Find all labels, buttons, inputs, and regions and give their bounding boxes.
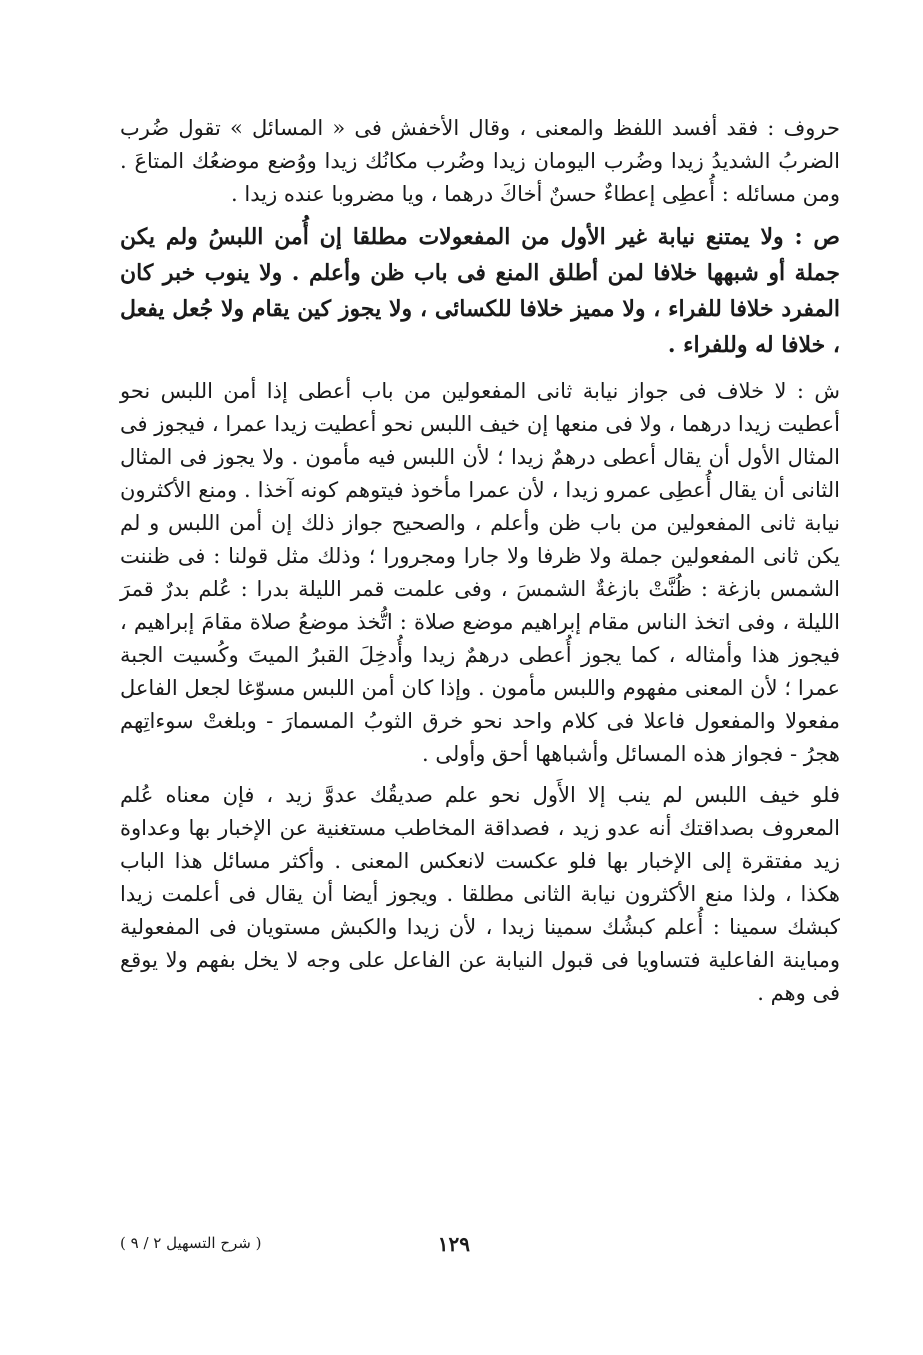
page-footer	[120, 1232, 840, 1262]
paragraph-sharh: ش : لا خلاف فى جواز نيابة ثانى المفعولين من باب أعطى إذا أمن اللبس نحو أعطيت زيدا درهما ، ولا فى منعها إن خيف اللبس نحو أعطيت زيدا عمرا ، فيجوز فى المثال الأول أن يقال أعطى درهمٌ زيدا ؛ لأن اللبس فيه مأمون . ولا يجوز فى المثال الثانى أن يقال أُعطِى عمرو زيدا ، لأن عمرا مأخوذ فيتوهم كونه آخذا . ومنع الأكثرون نيابة ثانى المفعولين من باب ظن وأعلم ، والصحيح جواز ذلك إن أمن اللبس و لم يكن ثانى المفعولين جملة ولا ظرفا ولا جارا ومجرورا ؛ وذلك مثل قولنا : فى ظننت الشمس بازغة : ظُنَّتْ بازغةٌ الشمسَ ، وفى علمت قمر الليلة بدرا : عُلم بدرٌ قمرَ الليلة ، وفى اتخذ الناس مقام إبراهيم موضع صلاة : اتُّخذ موضعُ صلاة مقامَ إبراهيم ، فيجوز هذا وأمثاله ، كما يجوز أُعطى درهمٌ زيدا وأُدخِلَ القبرُ الميتَ وكُسيت الجبة عمرا ؛ لأن المعنى مفهوم واللبس مأمون . وإذا كان أمن اللبس مسوّغا لجعل الفاعل مفعولا والمفعول فاعلا فى كلام واحد نحو خرق الثوبُ المسمارَ - وبلغتْ سوءاتِهم هجرُ - فجواز هذه المسائل وأشباهها أحق وأولى .	[120, 379, 840, 766]
page-number: ١٢٩	[437, 1232, 470, 1256]
paragraph-matn: ص : ولا يمتنع نيابة غير الأول من المفعولات مطلقا إن أُمن اللبسُ ولم يكن جملة أو شبهها خلافا لمن أطلق المنع فى باب ظن وأعلم . ولا ينوب خبر كان المفرد خلافا للفراء ، ولا مميز خلافا للكسائى ، ولا يجوز كين يقام ولا جُعل يفعل ، خلافا له وللفراء .	[120, 224, 841, 358]
page-text	[120, 112, 840, 1222]
paragraph-continuation: فلو خيف اللبس لم ينب إلا الأَول نحو علم صديقُك عدوَّ زيد ، فإن معناه عُلم المعروف بصداقتك أنه عدو زيد ، فصداقة المخاطب مستغنية عن الإخبار بها وعداوة زيد مفتقرة إلى الإخبار بها فلو عكست لانعكس المعنى . وأكثر مسائل هذا الباب هكذا ، ولذا منع الأكثرون نيابة الثانى مطلقا . ويجوز أيضا أن يقال فى أعلمت زيدا كبشك سمينا : أُعلم كبشُك سمينا زيدا ، لأن زيدا والكبش مستويان فى المفعولية ومباينة الفاعلية فتساويا فى قبول النيابة عن الفاعل على وجه لا يخل بفهم ولا يوقع فى وهم .	[120, 783, 840, 1005]
paragraph-opening: حروف : فقد أفسد اللفظ والمعنى ، وقال الأخفش فى « المسائل » تقول ضُرب الضربُ الشديدُ زيدا وضُرب اليومان زيدا وضُرب مكانُك زيدا ووُضع موضعُك المتاعَ . ومن مسائله : أُعطِى إعطاءٌ حسنٌ أخاكَ درهما ، ويا مضروبا عنده زيدا .	[120, 116, 840, 206]
book-reference: ( شرح التسهيل ٢ / ٩ )	[120, 1234, 262, 1252]
